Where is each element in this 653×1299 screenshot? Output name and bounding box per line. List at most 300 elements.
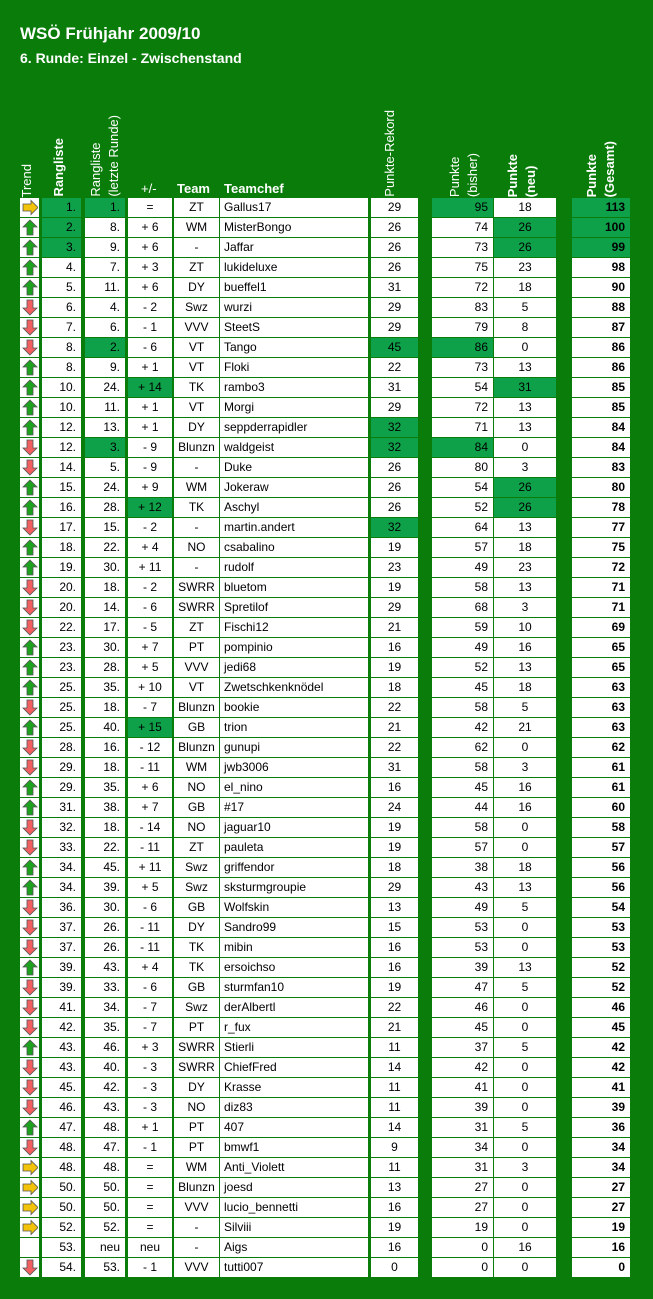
cell-total: 84: [572, 418, 630, 437]
cell-rank: 53.: [42, 1238, 81, 1257]
cell-rekord: 15: [371, 918, 418, 937]
cell-rekord: 24: [371, 798, 418, 817]
cell-neu: 13: [494, 658, 556, 677]
ranking-table: [0, 198, 653, 1278]
cell-neu: 5: [494, 1038, 556, 1057]
cell-rekord: 26: [371, 458, 418, 477]
cell-rekord: 11: [371, 1158, 418, 1177]
cell-neu: 13: [494, 518, 556, 537]
cell-team: VVV: [174, 1198, 219, 1217]
cell-team: SWRR: [174, 598, 219, 617]
cell-bisher: 46: [432, 998, 493, 1017]
cell-delta: - 6: [128, 598, 172, 617]
cell-bisher: 52: [432, 498, 493, 517]
cell-team: ZT: [174, 258, 219, 277]
table-row: [0, 598, 653, 618]
cell-neu: 18: [494, 278, 556, 297]
trend-up-icon: [20, 258, 39, 277]
cell-prev: 33.: [85, 978, 125, 997]
cell-total: 34: [572, 1158, 630, 1177]
cell-team: -: [174, 518, 219, 537]
cell-total: 63: [572, 718, 630, 737]
cell-rank: 19.: [42, 558, 81, 577]
cell-prev: 24.: [85, 378, 125, 397]
table-row: [0, 1178, 653, 1198]
cell-rank: 34.: [42, 878, 81, 897]
cell-team: Swz: [174, 298, 219, 317]
cell-bisher: 45: [432, 678, 493, 697]
cell-bisher: 39: [432, 958, 493, 977]
cell-chef: Fischi12: [220, 618, 368, 637]
cell-bisher: 34: [432, 1138, 493, 1157]
table-row: [0, 1198, 653, 1218]
cell-total: 63: [572, 678, 630, 697]
trend-down-icon: [20, 1078, 39, 1097]
cell-prev: 46.: [85, 1038, 125, 1057]
cell-prev: 28.: [85, 498, 125, 517]
cell-rekord: 29: [371, 598, 418, 617]
cell-total: 84: [572, 438, 630, 457]
cell-delta: + 5: [128, 878, 172, 897]
cell-neu: 3: [494, 758, 556, 777]
trend-down-icon: [20, 1098, 39, 1117]
cell-rekord: 29: [371, 298, 418, 317]
cell-bisher: 45: [432, 1018, 493, 1037]
cell-team: ZT: [174, 618, 219, 637]
cell-team: DY: [174, 1078, 219, 1097]
cell-chef: jaguar10: [220, 818, 368, 837]
cell-total: 54: [572, 898, 630, 917]
cell-total: 42: [572, 1058, 630, 1077]
table-row: [0, 918, 653, 938]
cell-rank: 25.: [42, 718, 81, 737]
table-row: [0, 1038, 653, 1058]
cell-rekord: 16: [371, 1198, 418, 1217]
cell-bisher: 44: [432, 798, 493, 817]
cell-rank: 23.: [42, 638, 81, 657]
cell-prev: 3.: [85, 438, 125, 457]
cell-chef: Aigs: [220, 1238, 368, 1257]
trend-same-icon: [20, 1218, 39, 1237]
cell-delta: =: [128, 1178, 172, 1197]
cell-total: 63: [572, 698, 630, 717]
cell-rank: 5.: [42, 278, 81, 297]
cell-rank: 14.: [42, 458, 81, 477]
cell-neu: 26: [494, 478, 556, 497]
cell-rank: 45.: [42, 1078, 81, 1097]
cell-total: 71: [572, 578, 630, 597]
cell-total: 0: [572, 1258, 630, 1277]
cell-bisher: 37: [432, 1038, 493, 1057]
cell-neu: 0: [494, 1258, 556, 1277]
cell-chef: bueffel1: [220, 278, 368, 297]
cell-delta: - 3: [128, 1098, 172, 1117]
cell-bisher: 57: [432, 838, 493, 857]
trend-up-icon: [20, 718, 39, 737]
cell-delta: =: [128, 1158, 172, 1177]
cell-chef: Duke: [220, 458, 368, 477]
trend-up-icon: [20, 558, 39, 577]
cell-rekord: 21: [371, 718, 418, 737]
cell-team: NO: [174, 778, 219, 797]
cell-team: Swz: [174, 998, 219, 1017]
table-row: [0, 258, 653, 278]
cell-rank: 37.: [42, 938, 81, 957]
cell-chef: pauleta: [220, 838, 368, 857]
cell-total: 27: [572, 1178, 630, 1197]
cell-delta: - 11: [128, 938, 172, 957]
cell-total: 85: [572, 378, 630, 397]
cell-rank: 54.: [42, 1258, 81, 1277]
cell-rekord: 29: [371, 318, 418, 337]
cell-total: 27: [572, 1198, 630, 1217]
cell-prev: 43.: [85, 1098, 125, 1117]
cell-rank: 25.: [42, 678, 81, 697]
cell-prev: 22.: [85, 838, 125, 857]
cell-prev: 13.: [85, 418, 125, 437]
cell-rank: 7.: [42, 318, 81, 337]
cell-team: -: [174, 1218, 219, 1237]
cell-delta: + 1: [128, 398, 172, 417]
cell-neu: 0: [494, 1178, 556, 1197]
table-row: [0, 698, 653, 718]
cell-chef: derAlbertl: [220, 998, 368, 1017]
cell-rekord: 22: [371, 358, 418, 377]
cell-team: PT: [174, 638, 219, 657]
cell-total: 52: [572, 978, 630, 997]
cell-delta: - 1: [128, 1138, 172, 1157]
cell-neu: 31: [494, 378, 556, 397]
cell-total: 57: [572, 838, 630, 857]
trend-same-icon: [20, 198, 39, 217]
cell-prev: 26.: [85, 918, 125, 937]
cell-neu: 23: [494, 558, 556, 577]
cell-team: PT: [174, 1018, 219, 1037]
cell-bisher: 58: [432, 578, 493, 597]
cell-rekord: 14: [371, 1058, 418, 1077]
cell-rank: 32.: [42, 818, 81, 837]
cell-rekord: 16: [371, 1238, 418, 1257]
cell-neu: 0: [494, 1138, 556, 1157]
cell-neu: 13: [494, 578, 556, 597]
cell-rekord: 19: [371, 578, 418, 597]
cell-chef: Anti_Violett: [220, 1158, 368, 1177]
table-row: [0, 658, 653, 678]
table-row: [0, 358, 653, 378]
cell-team: -: [174, 458, 219, 477]
trend-up-icon: [20, 498, 39, 517]
cell-neu: 13: [494, 958, 556, 977]
cell-rekord: 32: [371, 418, 418, 437]
trend-down-icon: [20, 458, 39, 477]
cell-delta: - 2: [128, 298, 172, 317]
table-row: [0, 338, 653, 358]
cell-neu: 0: [494, 818, 556, 837]
cell-total: 113: [572, 198, 630, 217]
cell-rekord: 22: [371, 998, 418, 1017]
trend-up-icon: [20, 478, 39, 497]
cell-bisher: 79: [432, 318, 493, 337]
cell-rekord: 14: [371, 1118, 418, 1137]
cell-delta: + 6: [128, 238, 172, 257]
cell-rekord: 19: [371, 818, 418, 837]
cell-delta: + 1: [128, 358, 172, 377]
trend-down-icon: [20, 1138, 39, 1157]
table-row: [0, 398, 653, 418]
cell-bisher: 42: [432, 718, 493, 737]
table-row: [0, 438, 653, 458]
header-teamchef: Teamchef: [224, 181, 284, 196]
cell-prev: 8.: [85, 218, 125, 237]
cell-team: -: [174, 1238, 219, 1257]
cell-team: ZT: [174, 838, 219, 857]
cell-delta: + 15: [128, 718, 172, 737]
cell-neu: 5: [494, 1118, 556, 1137]
cell-bisher: 64: [432, 518, 493, 537]
cell-rekord: 29: [371, 198, 418, 217]
cell-bisher: 42: [432, 1058, 493, 1077]
cell-delta: + 3: [128, 1038, 172, 1057]
cell-bisher: 73: [432, 358, 493, 377]
cell-team: WM: [174, 218, 219, 237]
cell-rank: 39.: [42, 978, 81, 997]
table-row: [0, 478, 653, 498]
cell-delta: + 9: [128, 478, 172, 497]
cell-rank: 2.: [42, 218, 81, 237]
cell-chef: joesd: [220, 1178, 368, 1197]
cell-bisher: 62: [432, 738, 493, 757]
table-row: [0, 298, 653, 318]
cell-rank: 36.: [42, 898, 81, 917]
cell-team: SWRR: [174, 1058, 219, 1077]
cell-rekord: 26: [371, 478, 418, 497]
cell-rank: 23.: [42, 658, 81, 677]
cell-bisher: 74: [432, 218, 493, 237]
cell-chef: martin.andert: [220, 518, 368, 537]
cell-chef: Gallus17: [220, 198, 368, 217]
cell-chef: seppderrapidler: [220, 418, 368, 437]
cell-prev: 17.: [85, 618, 125, 637]
cell-delta: + 6: [128, 278, 172, 297]
cell-bisher: 95: [432, 198, 493, 217]
cell-delta: - 7: [128, 698, 172, 717]
cell-rekord: 31: [371, 278, 418, 297]
trend-down-icon: [20, 598, 39, 617]
cell-chef: Sandro99: [220, 918, 368, 937]
cell-team: VVV: [174, 318, 219, 337]
trend-up-icon: [20, 218, 39, 237]
header-punkte-neu: Punkte (neu): [505, 153, 538, 197]
table-row: [0, 758, 653, 778]
cell-neu: 3: [494, 458, 556, 477]
table-row: [0, 578, 653, 598]
cell-team: VT: [174, 678, 219, 697]
cell-rank: 10.: [42, 398, 81, 417]
cell-delta: - 1: [128, 1258, 172, 1277]
cell-rank: 43.: [42, 1058, 81, 1077]
header-team: Team: [177, 181, 210, 196]
cell-total: 69: [572, 618, 630, 637]
cell-team: WM: [174, 758, 219, 777]
table-row: [0, 978, 653, 998]
cell-neu: 5: [494, 298, 556, 317]
cell-neu: 0: [494, 338, 556, 357]
cell-prev: 16.: [85, 738, 125, 757]
cell-total: 65: [572, 658, 630, 677]
cell-team: VT: [174, 358, 219, 377]
cell-neu: 0: [494, 1018, 556, 1037]
cell-rekord: 16: [371, 958, 418, 977]
page-title: WSÖ Frühjahr 2009/10: [20, 24, 201, 43]
cell-team: PT: [174, 1138, 219, 1157]
cell-prev: 24.: [85, 478, 125, 497]
cell-neu: 13: [494, 878, 556, 897]
cell-bisher: 75: [432, 258, 493, 277]
cell-rank: 15.: [42, 478, 81, 497]
cell-rank: 16.: [42, 498, 81, 517]
cell-rekord: 23: [371, 558, 418, 577]
table-row: [0, 1158, 653, 1178]
cell-neu: 18: [494, 678, 556, 697]
cell-rank: 50.: [42, 1178, 81, 1197]
cell-chef: sturmfan10: [220, 978, 368, 997]
header-rangliste: Rangliste: [51, 138, 66, 197]
cell-neu: 16: [494, 798, 556, 817]
cell-rekord: 11: [371, 1078, 418, 1097]
cell-rank: 29.: [42, 778, 81, 797]
cell-delta: - 7: [128, 998, 172, 1017]
cell-prev: 50.: [85, 1178, 125, 1197]
trend-up-icon: [20, 878, 39, 897]
cell-chef: Spretilof: [220, 598, 368, 617]
cell-team: PT: [174, 1118, 219, 1137]
cell-delta: + 12: [128, 498, 172, 517]
cell-chef: pompinio: [220, 638, 368, 657]
cell-chef: ChiefFred: [220, 1058, 368, 1077]
cell-prev: 11.: [85, 398, 125, 417]
cell-bisher: 54: [432, 478, 493, 497]
cell-prev: 43.: [85, 958, 125, 977]
header-delta: +/-: [141, 181, 157, 196]
cell-rank: 47.: [42, 1118, 81, 1137]
cell-bisher: 49: [432, 898, 493, 917]
cell-chef: Wolfskin: [220, 898, 368, 917]
cell-team: NO: [174, 818, 219, 837]
cell-bisher: 41: [432, 1078, 493, 1097]
cell-prev: 35.: [85, 1018, 125, 1037]
table-row: [0, 1218, 653, 1238]
cell-rekord: 32: [371, 518, 418, 537]
cell-neu: 18: [494, 858, 556, 877]
cell-rank: 12.: [42, 438, 81, 457]
trend-up-icon: [20, 378, 39, 397]
cell-chef: Silviii: [220, 1218, 368, 1237]
header-punkte-rekord: Punkte-Rekord: [382, 110, 397, 197]
cell-chef: MisterBongo: [220, 218, 368, 237]
cell-neu: 0: [494, 998, 556, 1017]
table-row: [0, 378, 653, 398]
cell-team: -: [174, 238, 219, 257]
cell-bisher: 49: [432, 638, 493, 657]
cell-rekord: 31: [371, 378, 418, 397]
cell-rekord: 11: [371, 1038, 418, 1057]
cell-team: WM: [174, 1158, 219, 1177]
cell-team: DY: [174, 278, 219, 297]
cell-delta: - 1: [128, 318, 172, 337]
cell-neu: 0: [494, 1098, 556, 1117]
cell-chef: rambo3: [220, 378, 368, 397]
cell-total: 53: [572, 918, 630, 937]
cell-chef: wurzi: [220, 298, 368, 317]
table-row: [0, 1258, 653, 1278]
cell-neu: 16: [494, 1238, 556, 1257]
cell-team: GB: [174, 898, 219, 917]
cell-delta: - 3: [128, 1078, 172, 1097]
cell-bisher: 27: [432, 1198, 493, 1217]
cell-delta: + 5: [128, 658, 172, 677]
trend-up-icon: [20, 418, 39, 437]
cell-bisher: 31: [432, 1118, 493, 1137]
trend-down-icon: [20, 1058, 39, 1077]
cell-total: 88: [572, 298, 630, 317]
cell-bisher: 0: [432, 1238, 493, 1257]
cell-prev: 42.: [85, 1078, 125, 1097]
cell-delta: + 3: [128, 258, 172, 277]
cell-rank: 31.: [42, 798, 81, 817]
table-row: [0, 898, 653, 918]
cell-chef: Jaffar: [220, 238, 368, 257]
cell-chef: sksturmgroupie: [220, 878, 368, 897]
cell-rekord: 19: [371, 838, 418, 857]
header-punkte-bisher: Punkte (bisher): [447, 152, 480, 197]
cell-prev: 40.: [85, 1058, 125, 1077]
cell-delta: + 7: [128, 638, 172, 657]
cell-neu: 3: [494, 1158, 556, 1177]
cell-total: 65: [572, 638, 630, 657]
cell-chef: bookie: [220, 698, 368, 717]
cell-bisher: 84: [432, 438, 493, 457]
cell-total: 46: [572, 998, 630, 1017]
cell-prev: 30.: [85, 638, 125, 657]
cell-team: Swz: [174, 878, 219, 897]
cell-bisher: 72: [432, 398, 493, 417]
cell-total: 41: [572, 1078, 630, 1097]
cell-bisher: 72: [432, 278, 493, 297]
trend-down-icon: [20, 758, 39, 777]
trend-down-icon: [20, 898, 39, 917]
cell-prev: 48.: [85, 1158, 125, 1177]
cell-total: 19: [572, 1218, 630, 1237]
cell-prev: 11.: [85, 278, 125, 297]
cell-delta: =: [128, 198, 172, 217]
cell-chef: Aschyl: [220, 498, 368, 517]
cell-team: Blunzn: [174, 1178, 219, 1197]
cell-prev: 38.: [85, 798, 125, 817]
cell-prev: 48.: [85, 1118, 125, 1137]
cell-prev: 5.: [85, 458, 125, 477]
trend-down-icon: [20, 618, 39, 637]
cell-total: 86: [572, 358, 630, 377]
cell-neu: 26: [494, 218, 556, 237]
cell-total: 78: [572, 498, 630, 517]
table-row: [0, 718, 653, 738]
cell-rank: 8.: [42, 358, 81, 377]
cell-prev: 53.: [85, 1258, 125, 1277]
trend-down-icon: [20, 438, 39, 457]
cell-chef: Krasse: [220, 1078, 368, 1097]
cell-team: NO: [174, 1098, 219, 1117]
cell-delta: - 6: [128, 978, 172, 997]
